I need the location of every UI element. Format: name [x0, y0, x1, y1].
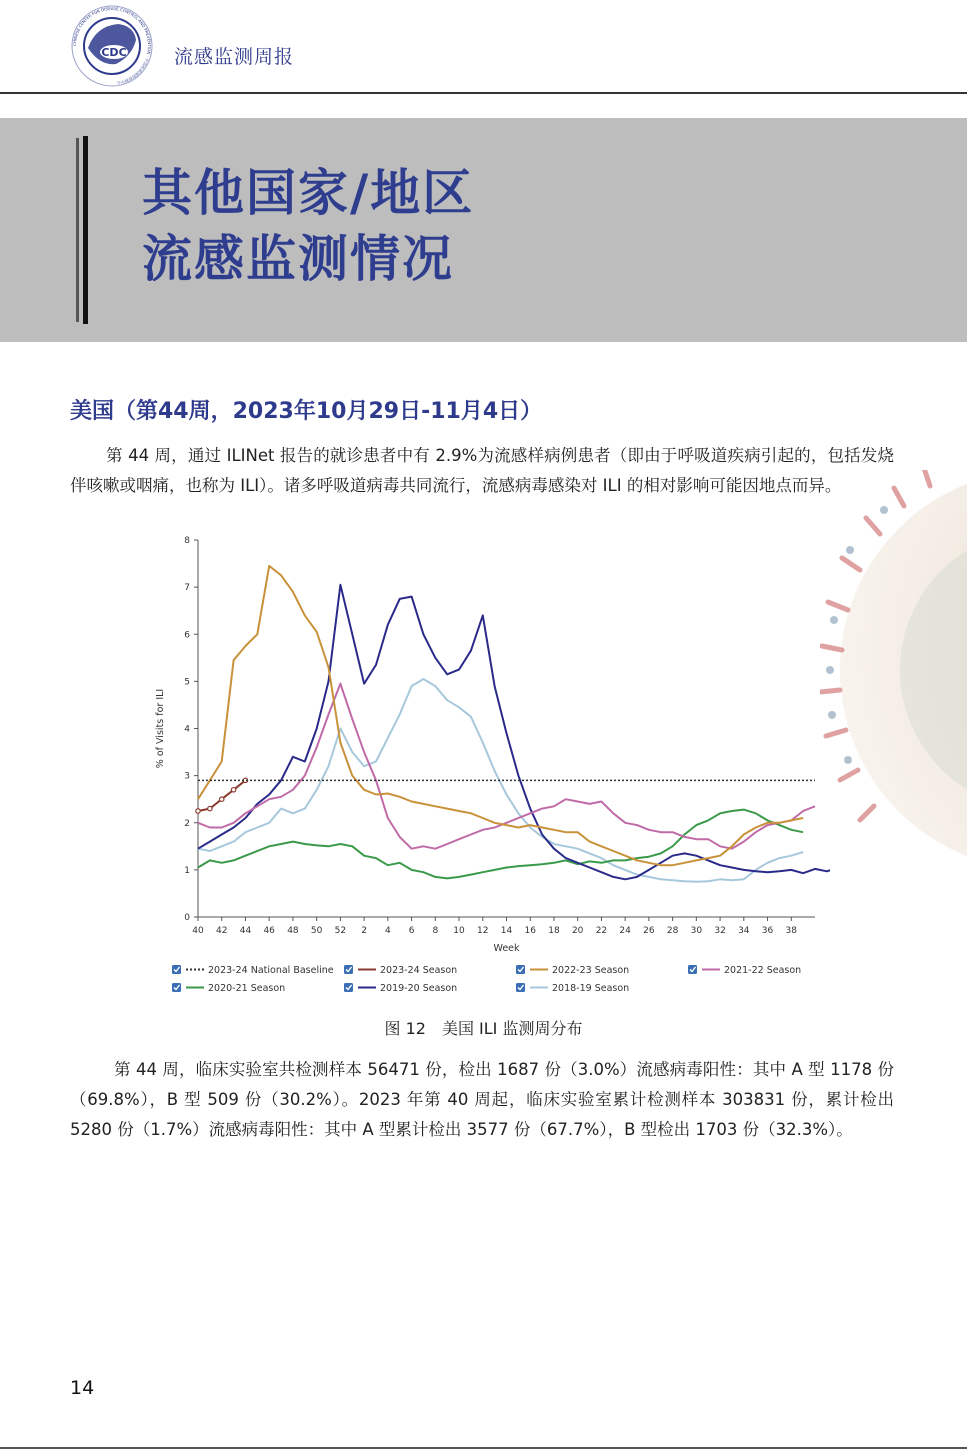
y-tick-label: 6	[184, 630, 190, 641]
x-tick-label: 44	[239, 926, 252, 936]
page-number: 14	[70, 1377, 95, 1399]
paragraph-ili-summary: 第 44 周，通过 ILINet 报告的就诊患者中有 2.9%为流感样病例患者（即由于呼吸道疾病引起的，包括发烧伴咳嗽或咽痛，也称为 ILI）。诸多呼吸道病毒共同流行，流感病毒感染对 ILI 的相对影响可能因地点而异。	[70, 446, 894, 495]
logo-text: CDC	[101, 46, 127, 59]
y-axis-title: % of Visits for ILI	[155, 688, 166, 769]
x-tick-label: 6	[408, 926, 415, 936]
section-heading: 美国（第44周，2023年10月29日-11月4日）	[70, 399, 543, 424]
x-tick-label: 24	[619, 926, 631, 936]
x-axis-title: Week	[493, 943, 520, 954]
legend-checkbox	[172, 965, 181, 974]
x-tick-label: 16	[524, 926, 536, 936]
banner-title-line1: 其他国家/地区	[142, 164, 475, 222]
x-tick-label: 8	[432, 926, 439, 936]
legend-label: 2018-19 Season	[552, 983, 630, 994]
x-tick-label: 42	[216, 926, 228, 936]
legend-label: 2023-24 National Baseline	[208, 965, 334, 976]
series-line	[198, 780, 246, 811]
x-tick-label: 2	[361, 926, 367, 936]
x-tick-label: 52	[334, 926, 347, 936]
series-point	[196, 809, 200, 813]
series-line	[198, 684, 815, 849]
x-tick-label: 30	[690, 926, 703, 936]
header-divider	[0, 92, 967, 94]
figure-caption: 图 12 美国 ILI 监测周分布	[384, 1019, 583, 1038]
x-tick-label: 46	[263, 926, 275, 936]
banner-title	[142, 160, 474, 292]
logo-ring-text: CHINESE CENTER FOR DISEASE CONTROL AND PREVENTION · 中国疾病预防控制中心	[71, 5, 153, 86]
y-tick-label: 3	[184, 771, 190, 782]
legend-label: 2021-22 Season	[724, 965, 802, 976]
series-point	[220, 797, 224, 801]
x-tick-label: 22	[595, 926, 608, 936]
legend-label: 2020-21 Season	[208, 983, 286, 994]
series-line	[198, 585, 830, 880]
y-tick-label: 0	[184, 913, 190, 923]
footer-divider	[0, 1447, 967, 1449]
ili-weekly-chart	[150, 530, 830, 1010]
y-tick-label: 7	[184, 583, 190, 594]
legend-checkbox	[688, 965, 697, 974]
x-tick-label: 32	[714, 926, 726, 936]
page-header	[0, 0, 967, 94]
header-title: 流感监测周报	[174, 46, 295, 68]
legend-checkbox	[516, 983, 525, 992]
series-point	[208, 806, 212, 810]
paragraph-lab-results: 第 44 周，临床实验室共检测样本 56471 份，检出 1687 份（3.0%）流感病毒阳性：其中 A 型 1178 份（69.8%），B 型 509 份（30.2%）。2023 年第 40 周起，临床实验室累计检测样本 303831 份，累计检出 5280 份（1.7%）流感病毒阳性：其中 A 型累计检出 3577 份（67.7%），B 型检出 1703 份（32.3%）。	[70, 1060, 894, 1139]
series-point	[231, 788, 235, 792]
x-tick-label: 18	[548, 926, 560, 936]
legend-checkbox	[344, 983, 353, 992]
banner-accent-bar	[76, 138, 79, 322]
series-line	[198, 810, 803, 879]
banner-accent-bar-bold	[83, 136, 88, 324]
legend-checkbox	[344, 965, 353, 974]
x-tick-label: 40	[192, 926, 204, 936]
x-tick-label: 50	[310, 926, 323, 936]
x-tick-label: 28	[666, 926, 679, 936]
x-tick-label: 4	[384, 926, 391, 936]
legend-label: 2022-23 Season	[552, 965, 630, 976]
cdc-logo-icon	[70, 4, 154, 88]
series-line	[198, 566, 803, 865]
legend-label: 2023-24 Season	[380, 965, 458, 976]
x-tick-label: 34	[738, 926, 750, 936]
legend-checkbox	[172, 983, 181, 992]
x-tick-label: 36	[761, 926, 774, 936]
banner-title-line2: 流感监测情况	[142, 230, 454, 288]
y-tick-label: 8	[184, 536, 190, 546]
x-tick-label: 20	[571, 926, 584, 936]
x-tick-label: 38	[785, 926, 797, 936]
y-tick-label: 4	[184, 724, 190, 735]
x-tick-label: 10	[453, 926, 465, 936]
y-tick-label: 1	[184, 865, 190, 876]
x-tick-label: 14	[500, 926, 513, 936]
virus-illustration-icon	[820, 470, 967, 890]
y-tick-label: 2	[184, 818, 190, 829]
x-tick-label: 12	[477, 926, 489, 936]
legend-label: 2019-20 Season	[380, 983, 458, 994]
x-tick-label: 48	[287, 926, 299, 936]
y-tick-label: 5	[184, 677, 190, 688]
x-tick-label: 26	[643, 926, 655, 936]
legend-checkbox	[516, 965, 525, 974]
